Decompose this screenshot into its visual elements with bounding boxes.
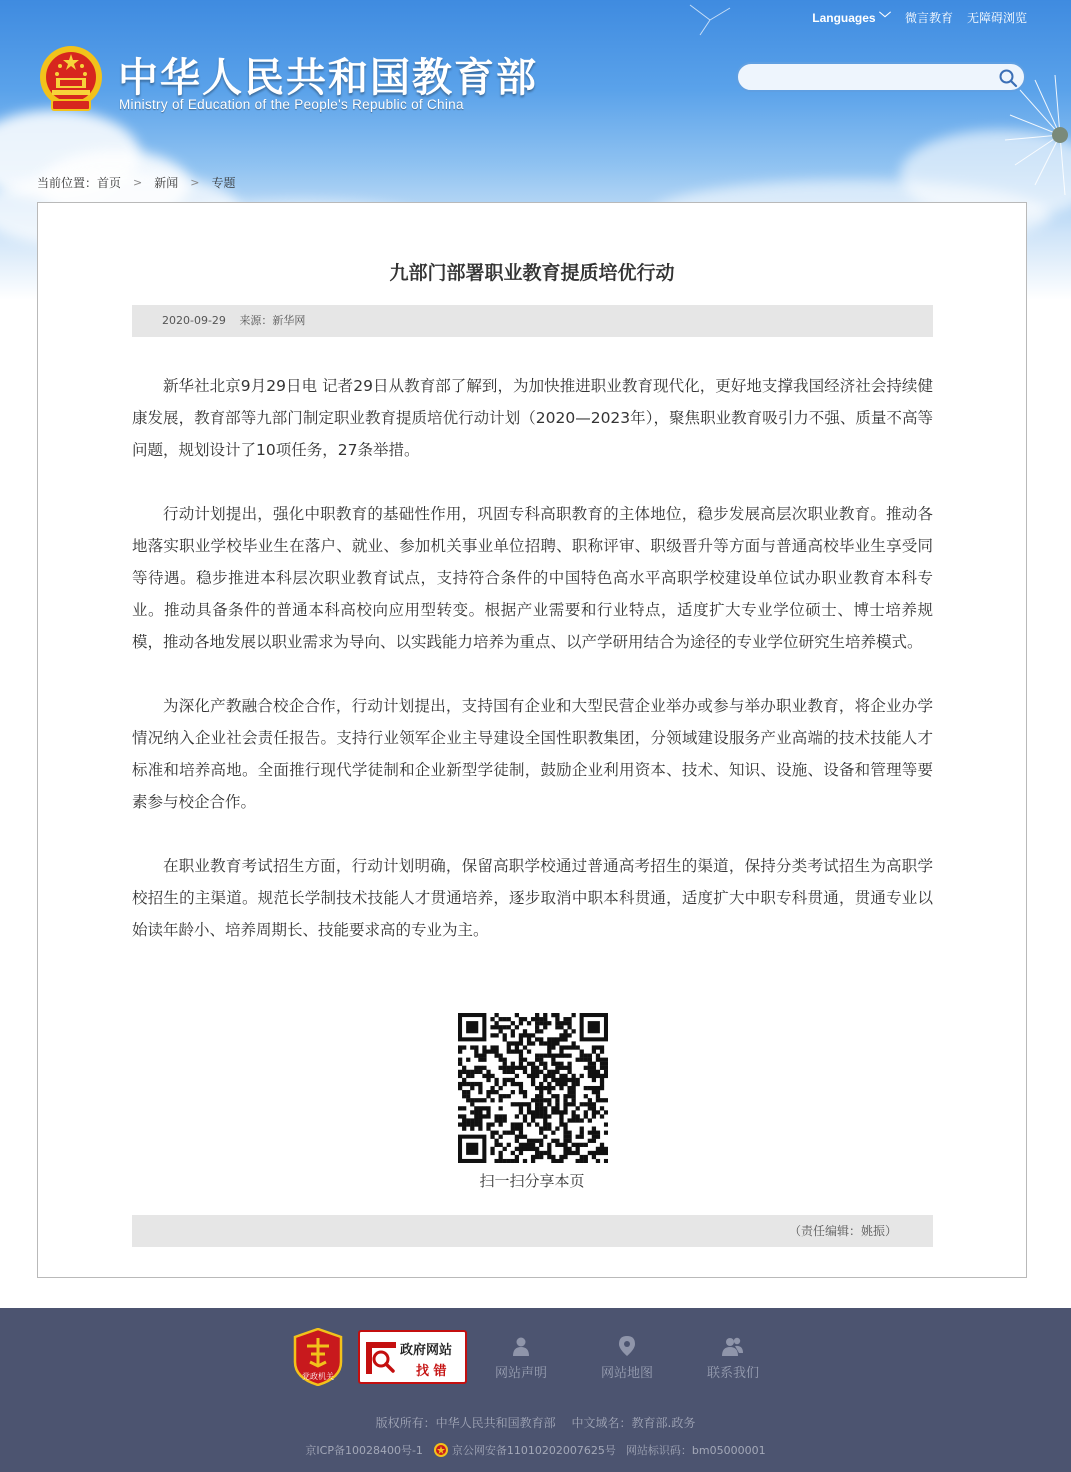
languages-menu[interactable]: Languages ﹀ <box>812 11 891 25</box>
domain-text: 中文域名：教育部.政务 <box>571 1416 696 1430</box>
qr-code-icon <box>458 1013 608 1163</box>
location-pin-icon <box>619 1336 635 1356</box>
contacts-icon <box>722 1336 744 1356</box>
article-source: 来源：新华网 <box>239 314 306 327</box>
gov-box-line1: 政府网站 <box>400 1343 453 1358</box>
gov-box-line2: 找 错 <box>416 1364 447 1379</box>
article-paragraph: 为深化产教融合校企合作，行动计划提出，支持国有企业和大型民营企业举办或参与举办职业教育，将企业办学情况纳入企业社会责任报告。支持行业领军企业主导建设全国性职教集团，分领域建设服务产业高端的技术技能人才标准和培养高地。全面推行现代学徒制和企业新型学徒制，鼓励企业利用资本、技术、知识、设施、设备和管理等要素参与校企合作。 <box>132 697 933 811</box>
article-meta <box>132 305 933 337</box>
magnifier-icon <box>366 1342 396 1374</box>
party-government-badge[interactable] <box>293 1328 343 1386</box>
breadcrumb-prefix: 当前位置： <box>37 176 98 190</box>
registration-line <box>0 1442 1071 1458</box>
chevron-down-icon: ﹀ <box>878 11 891 25</box>
chevron-right-icon: > <box>190 176 200 189</box>
footer <box>0 1308 1071 1472</box>
top-links <box>812 9 1027 26</box>
article-title: 九部门部署职业教育提质培优行动 <box>389 262 675 284</box>
site-title: 中华人民共和国教育部 <box>118 55 538 101</box>
accessibility-link[interactable]: 无障碍浏览 <box>966 11 1027 25</box>
site-statement-link[interactable]: 网站声明 <box>489 1336 553 1381</box>
search-input[interactable] <box>738 64 988 90</box>
breadcrumb-news[interactable]: 新闻 <box>154 176 179 190</box>
editor-name: （责任编辑：姚振） <box>788 1224 897 1238</box>
article-body <box>132 370 933 978</box>
breadcrumb-home[interactable]: 首页 <box>97 176 122 190</box>
chevron-right-icon: > <box>133 176 143 189</box>
article-paragraph: 新华社北京9月29日电 记者29日从教育部了解到，为加快推进职业教育现代化，更好地支撑我国经济社会持续健康发展，教育部等九部门制定职业教育提质培优行动计划（2020—2023年），聚焦职业教育吸引力不强、质量不高等问题，规划设计了10项任务，27条举措。 <box>132 377 933 459</box>
article-paragraph: 行动计划提出，强化中职教育的基础性作用，巩固专科高职教育的主体地位，稳步发展高层次职业教育。推动各地落实职业学校毕业生在落户、就业、参加机关事业单位招聘、职称评审、职级晋升等方面与普通高校毕业生享受同等待遇。稳步推进本科层次职业教育试点，支持符合条件的中国特色高水平高职学校建设单位试办职业教育本科专业。推动具备条件的普通本科高校向应用型转变。根据产业需要和行业特点，适度扩大专业学位硕士、博士培养规模，推动各地发展以职业需求为导向、以实践能力培养为重点、以产学研用结合为途径的专业学位研究生培养模式。 <box>132 505 933 651</box>
article-date: 2020-09-29 <box>162 314 226 327</box>
site-subtitle: Ministry of Education of the People's Republic of China <box>119 97 464 112</box>
gov-site-error-report[interactable] <box>358 1330 467 1384</box>
national-emblem-icon <box>38 44 104 116</box>
search-box <box>736 62 1026 92</box>
copyright-text: 版权所有：中华人民共和国教育部 <box>375 1416 556 1430</box>
qr-caption: 扫一扫分享本页 <box>479 1172 585 1190</box>
site-id-text: 网站标识码：bm05000001 <box>625 1444 766 1457</box>
breadcrumb-topic[interactable]: 专题 <box>211 176 236 190</box>
article-paragraph: 在职业教育考试招生方面，行动计划明确，保留高职学校通过普通高考招生的渠道，保持分类考试招生为高职学校招生的主渠道。规范长学制技术技能人才贯通培养，逐步取消中职本科贯通，适度扩大中职专科贯通，贯通专业以始读年龄小、培养周期长、技能要求高的专业为主。 <box>132 857 933 939</box>
police-record-link[interactable]: 京公网安备11010202007625号 <box>451 1444 616 1457</box>
contact-us-link[interactable]: 联系我们 <box>701 1336 765 1381</box>
weiyan-link[interactable]: 微言教育 <box>904 11 953 25</box>
search-icon[interactable] <box>998 68 1018 88</box>
copyright-line <box>0 1414 1071 1431</box>
article-panel <box>37 202 1027 1278</box>
icp-link[interactable]: 京ICP备10028400号-1 <box>305 1444 423 1457</box>
editor-bar <box>132 1215 933 1247</box>
site-map-link[interactable]: 网站地图 <box>595 1336 659 1381</box>
person-icon <box>512 1336 530 1356</box>
breadcrumb <box>37 174 236 191</box>
police-badge-icon <box>433 1442 449 1458</box>
badge-label: 党政机关 <box>302 1372 334 1381</box>
seed-decoration <box>680 0 740 40</box>
